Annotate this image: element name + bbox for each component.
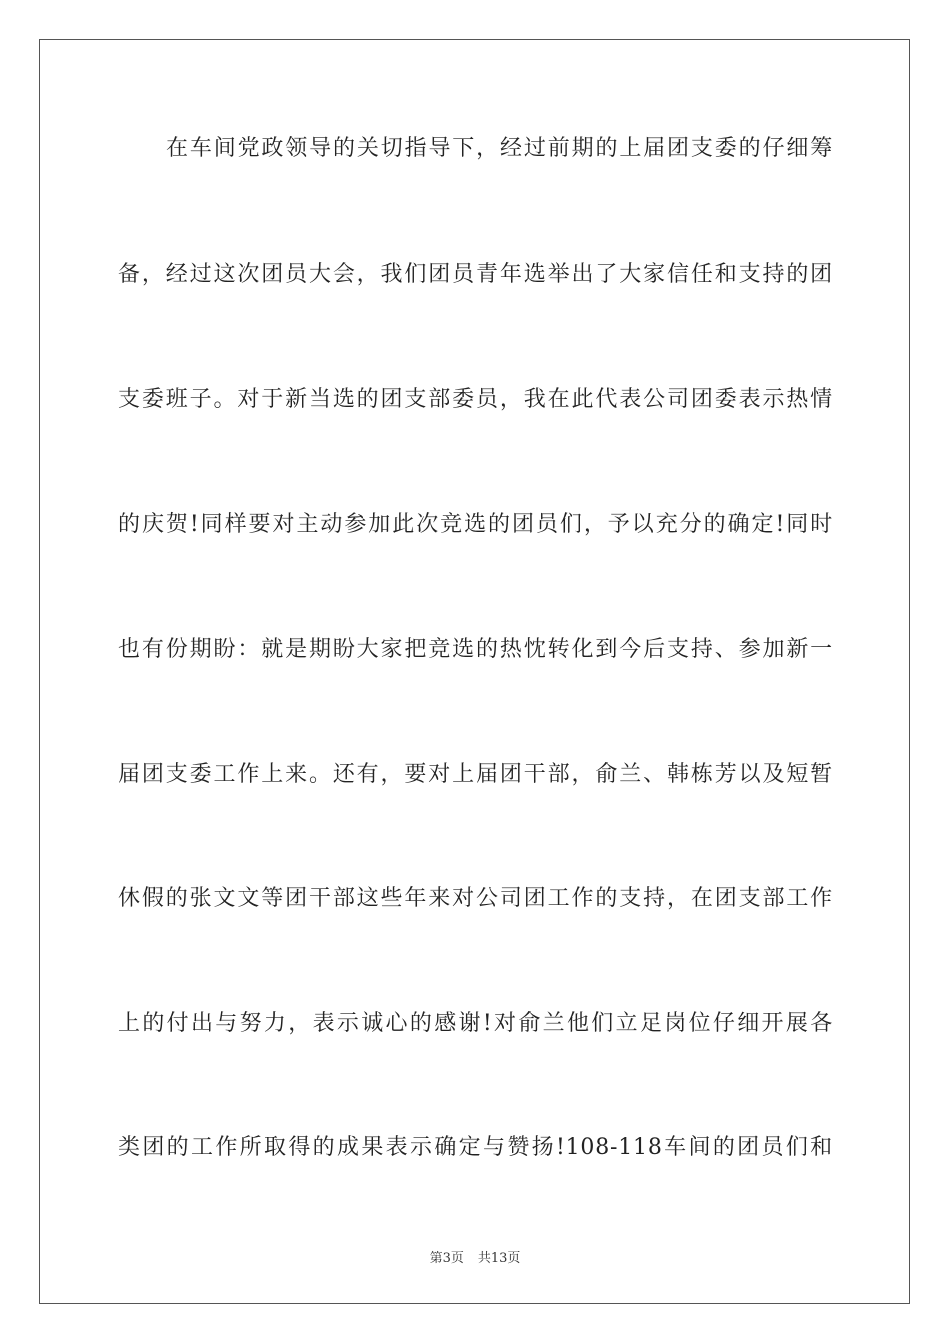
page-border <box>39 39 910 1304</box>
paragraph-line: 休假的张文文等团干部这些年来对公司团工作的支持，在团支部工作 <box>118 886 833 911</box>
paragraph-line: 备，经过这次团员大会，我们团员青年选举出了大家信任和支持的团 <box>118 262 833 287</box>
paragraph-line: 上的付出与努力，表示诚心的感谢!对俞兰他们立足岗位仔细开展各 <box>118 1011 833 1036</box>
paragraph-line: 届团支委工作上来。还有，要对上届团干部，俞兰、韩栋芳以及短暂 <box>118 762 833 787</box>
page-footer <box>0 1247 950 1266</box>
page-number: 第3页 <box>429 1251 464 1266</box>
paragraph-line: 的庆贺!同样要对主动参加此次竞选的团员们，予以充分的确定!同时 <box>118 512 833 537</box>
paragraph-line: 支委班子。对于新当选的团支部委员，我在此代表公司团委表示热情 <box>118 387 833 412</box>
paragraph-line: 在车间党政领导的关切指导下，经过前期的上届团支委的仔细筹 <box>166 136 833 161</box>
paragraph-line: 也有份期盼：就是期盼大家把竞选的热忱转化到今后支持、参加新一 <box>118 637 833 662</box>
paragraph-line: 类团的工作所取得的成果表示确定与赞扬!108-118车间的团员们和 <box>118 1135 833 1160</box>
page-total: 共13页 <box>477 1251 521 1266</box>
